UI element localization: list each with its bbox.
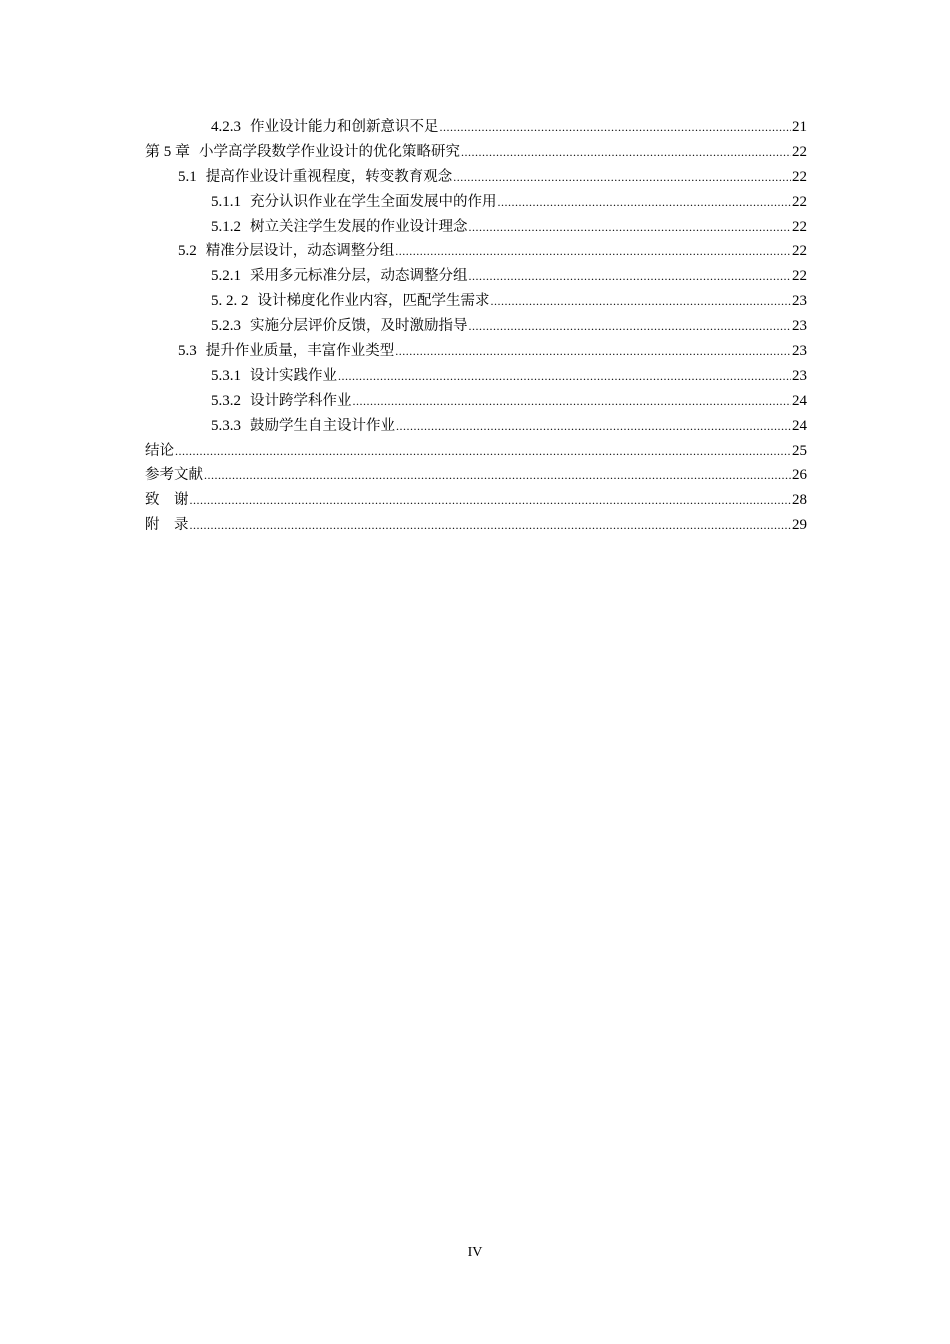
toc-entry-title: 提高作业设计重视程度，转变教育观念: [205, 168, 453, 185]
toc-dot-leader: [453, 165, 791, 190]
toc-entry-5-1-1[interactable]: [145, 190, 807, 215]
toc-entry-number: 5.1.1: [211, 193, 241, 210]
toc-entry-5-1-2[interactable]: [145, 215, 807, 240]
toc-entry-4-2-3[interactable]: [145, 115, 807, 140]
toc-entry-page: 22: [792, 268, 807, 285]
toc-dot-leader: [469, 215, 792, 240]
toc-entry-number: 4.2.3: [211, 119, 241, 135]
toc-entry-title: 参考文献: [145, 467, 203, 484]
toc-dot-leader: [353, 389, 792, 414]
toc-dot-leader: [190, 513, 792, 538]
toc-entry-5-2-2[interactable]: [145, 289, 807, 314]
toc-entry-references[interactable]: [145, 463, 807, 488]
toc-entry-number: 5.3: [178, 343, 197, 360]
toc-dot-leader: [338, 364, 791, 389]
toc-entry-page: 22: [792, 218, 807, 235]
toc-entry-number: 第 5 章: [145, 143, 191, 160]
toc-entry-5-3-3[interactable]: [145, 414, 807, 439]
toc-dot-leader: [396, 414, 791, 439]
toc-entry-5-1[interactable]: [145, 165, 807, 190]
toc-dot-leader: [469, 314, 792, 339]
toc-entry-title: 致 谢: [145, 492, 189, 509]
toc-entry-5-3-2[interactable]: [145, 389, 807, 414]
toc-dot-leader: [440, 115, 792, 140]
toc-entry-title: 小学高学段数学作业设计的优化策略研究: [199, 143, 461, 160]
toc-entry-number: 5.2.3: [211, 318, 241, 335]
toc-entry-title: 精准分层设计，动态调整分组: [205, 243, 395, 260]
toc-entry-acknowledgements[interactable]: [145, 488, 807, 513]
toc-entry-title: 附 录: [145, 517, 189, 534]
toc-entry-title: 设计跨学科作业: [250, 392, 352, 409]
toc-entry-number: 5.1: [178, 168, 197, 185]
toc-entry-title: 充分认识作业在学生全面发展中的作用: [250, 193, 497, 210]
toc-entry-number: 5. 2. 2: [211, 293, 249, 310]
toc-entry-page: 22: [792, 168, 807, 185]
toc-dot-leader: [395, 239, 791, 264]
toc-entry-number: 5.2.1: [211, 268, 241, 285]
toc-entry-appendix[interactable]: [145, 513, 807, 538]
toc-entry-page: 23: [792, 293, 807, 310]
toc-entry-title: 鼓励学生自主设计作业: [250, 417, 395, 434]
toc-entry-title: 采用多元标准分层，动态调整分组: [250, 268, 468, 285]
toc-dot-leader: [498, 190, 792, 215]
toc-dot-leader: [469, 264, 792, 289]
table-of-contents: [145, 115, 807, 538]
toc-entry-title: 设计梯度化作业内容，匹配学生需求: [257, 293, 490, 310]
toc-dot-leader: [461, 140, 791, 165]
toc-entry-page: 28: [792, 492, 807, 509]
toc-entry-number: 5.3.3: [211, 417, 241, 434]
toc-dot-leader: [204, 463, 791, 488]
toc-entry-page: 24: [792, 392, 807, 409]
toc-entry-number: 5.3.1: [211, 367, 241, 384]
toc-entry-5-2-1[interactable]: [145, 264, 807, 289]
toc-entry-page: 24: [792, 417, 807, 434]
toc-entry-5-2-3[interactable]: [145, 314, 807, 339]
toc-entry-page: 23: [792, 343, 807, 360]
toc-dot-leader: [491, 289, 792, 314]
toc-entry-page: 22: [792, 193, 807, 210]
toc-entry-title: 设计实践作业: [250, 367, 337, 384]
toc-entry-page: 23: [792, 318, 807, 335]
toc-entry-title: 实施分层评价反馈，及时激励指导: [250, 318, 468, 335]
toc-entry-5-3-1[interactable]: [145, 364, 807, 389]
toc-dot-leader: [175, 439, 791, 464]
toc-entry-conclusion[interactable]: [145, 439, 807, 464]
toc-entry-title: 作业设计能力和创新意识不足: [250, 119, 439, 135]
toc-entry-page: 26: [792, 467, 807, 484]
toc-dot-leader: [190, 488, 792, 513]
page-number: IV: [467, 1245, 483, 1260]
toc-dot-leader: [395, 339, 791, 364]
toc-entry-page: 22: [792, 143, 807, 160]
toc-entry-page: 21: [792, 119, 807, 135]
toc-entry-number: 5.2: [178, 243, 197, 260]
toc-entry-title: 提升作业质量，丰富作业类型: [205, 343, 395, 360]
toc-entry-5-3[interactable]: [145, 339, 807, 364]
toc-entry-page: 25: [792, 442, 807, 459]
toc-entry-5-2[interactable]: [145, 239, 807, 264]
toc-entry-number: 5.3.2: [211, 392, 241, 409]
toc-entry-page: 29: [792, 517, 807, 534]
toc-entry-number: 5.1.2: [211, 218, 241, 235]
toc-entry-title: 树立关注学生发展的作业设计理念: [250, 218, 468, 235]
toc-entry-page: 23: [792, 367, 807, 384]
toc-entry-page: 22: [792, 243, 807, 260]
toc-entry-chapter-5[interactable]: [145, 140, 807, 165]
toc-entry-title: 结论: [145, 442, 174, 459]
